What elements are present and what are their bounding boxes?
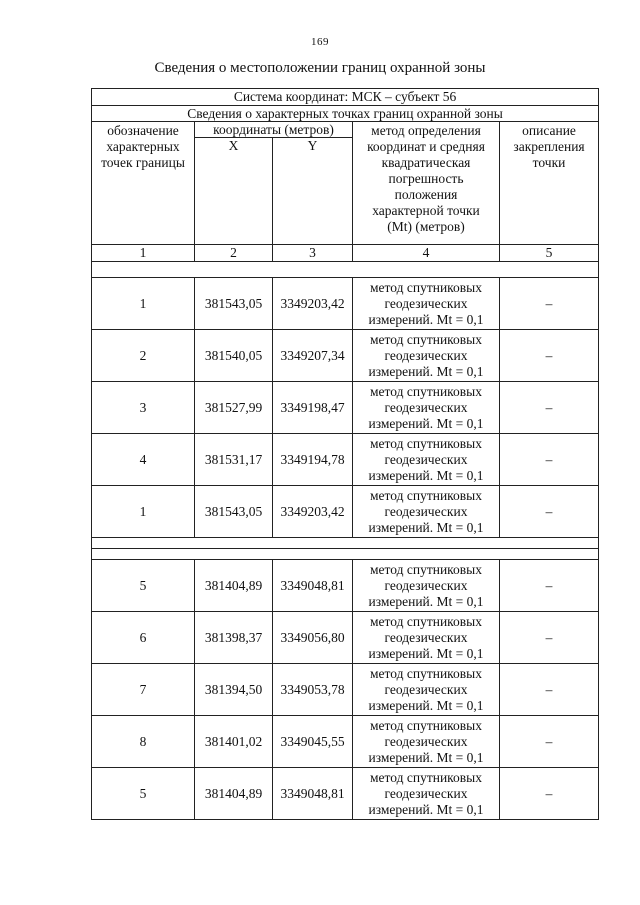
x-coordinate-cell: 381540,05 (195, 330, 273, 382)
point-cell: 7 (92, 664, 195, 716)
table-row (92, 716, 599, 768)
column-number: 1 (92, 245, 195, 262)
method-cell: метод спутниковых геодезических измерений. Mt = 0,1 (353, 664, 500, 716)
table-row (92, 382, 599, 434)
table-row (92, 278, 599, 330)
description-cell: – (500, 716, 599, 768)
coord-system-cell: Система координат: МСК – субъект 56 (92, 89, 599, 106)
description-cell: – (500, 382, 599, 434)
table-row (92, 612, 599, 664)
y-coordinate-cell: 3349056,80 (273, 612, 353, 664)
description-cell: – (500, 768, 599, 820)
method-cell: метод спутниковых геодезических измерений. Mt = 0,1 (353, 278, 500, 330)
point-cell: 5 (92, 560, 195, 612)
method-cell: метод спутниковых геодезических измерений. Mt = 0,1 (353, 486, 500, 538)
method-cell: метод спутниковых геодезических измерений. Mt = 0,1 (353, 768, 500, 820)
point-cell: 4 (92, 434, 195, 486)
header-x: X (195, 138, 273, 245)
x-coordinate-cell: 381401,02 (195, 716, 273, 768)
page-number: 169 (311, 36, 329, 48)
x-coordinate-cell: 381404,89 (195, 560, 273, 612)
table-row (92, 434, 599, 486)
description-cell: – (500, 664, 599, 716)
method-cell: метод спутниковых геодезических измерений. Mt = 0,1 (353, 330, 500, 382)
x-coordinate-cell: 381543,05 (195, 486, 273, 538)
group-separator-row (92, 549, 599, 560)
x-coordinate-cell: 381531,17 (195, 434, 273, 486)
column-number: 5 (500, 245, 599, 262)
point-cell: 3 (92, 382, 195, 434)
subtitle-row (92, 106, 599, 122)
description-cell: – (500, 560, 599, 612)
header-y: Y (273, 138, 353, 245)
table-row (92, 664, 599, 716)
subtitle-cell: Сведения о характерных точках границ охранной зоны (92, 106, 599, 122)
point-cell: 6 (92, 612, 195, 664)
column-number: 3 (273, 245, 353, 262)
x-coordinate-cell: 381398,37 (195, 612, 273, 664)
header-coordinates: координаты (метров) (195, 122, 353, 138)
method-cell: метод спутниковых геодезических измерений. Mt = 0,1 (353, 716, 500, 768)
y-coordinate-cell: 3349203,42 (273, 278, 353, 330)
method-cell: метод спутниковых геодезических измерений. Mt = 0,1 (353, 612, 500, 664)
header-row-1 (92, 122, 599, 138)
description-cell: – (500, 278, 599, 330)
point-cell: 5 (92, 768, 195, 820)
method-cell: метод спутниковых геодезических измерений. Mt = 0,1 (353, 560, 500, 612)
point-cell: 1 (92, 278, 195, 330)
point-cell: 2 (92, 330, 195, 382)
coord-system-row (92, 89, 599, 106)
y-coordinate-cell: 3349048,81 (273, 768, 353, 820)
group-separator-row (92, 262, 599, 278)
y-coordinate-cell: 3349045,55 (273, 716, 353, 768)
method-cell: метод спутниковых геодезических измерений. Mt = 0,1 (353, 434, 500, 486)
group-separator-row (92, 538, 599, 549)
header-method: метод определения координат и средняя квадратическая погрешность положения характерной точки (Mt) (метров) (353, 122, 500, 245)
x-coordinate-cell: 381543,05 (195, 278, 273, 330)
description-cell: – (500, 434, 599, 486)
x-coordinate-cell: 381404,89 (195, 768, 273, 820)
column-number-row (92, 245, 599, 262)
x-coordinate-cell: 381527,99 (195, 382, 273, 434)
column-number: 2 (195, 245, 273, 262)
method-cell: метод спутниковых геодезических измерений. Mt = 0,1 (353, 382, 500, 434)
group-separator (92, 549, 599, 560)
document-title: Сведения о местоположении границ охранной зоны (154, 60, 486, 76)
table-row (92, 768, 599, 820)
y-coordinate-cell: 3349207,34 (273, 330, 353, 382)
description-cell: – (500, 486, 599, 538)
y-coordinate-cell: 3349048,81 (273, 560, 353, 612)
y-coordinate-cell: 3349203,42 (273, 486, 353, 538)
group-separator (92, 538, 599, 549)
header-description: описание закрепления точки (500, 122, 599, 245)
header-designation: обозначение характерных точек границы (92, 122, 195, 245)
description-cell: – (500, 330, 599, 382)
table-row (92, 330, 599, 382)
column-number: 4 (353, 245, 500, 262)
point-cell: 1 (92, 486, 195, 538)
group-separator (92, 262, 599, 278)
description-cell: – (500, 612, 599, 664)
table-row (92, 560, 599, 612)
y-coordinate-cell: 3349198,47 (273, 382, 353, 434)
point-cell: 8 (92, 716, 195, 768)
y-coordinate-cell: 3349053,78 (273, 664, 353, 716)
boundary-points-table (91, 88, 599, 820)
table-row (92, 486, 599, 538)
y-coordinate-cell: 3349194,78 (273, 434, 353, 486)
x-coordinate-cell: 381394,50 (195, 664, 273, 716)
